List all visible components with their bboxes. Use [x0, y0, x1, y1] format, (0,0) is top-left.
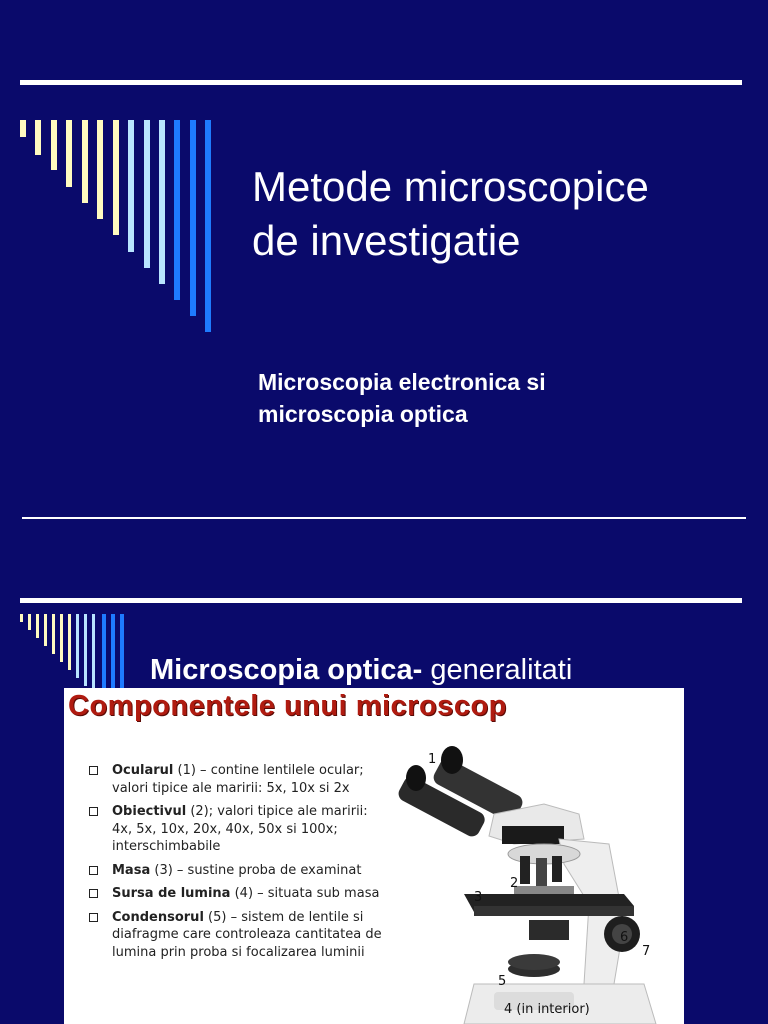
decor-bar: [76, 614, 79, 678]
decor-bar: [66, 120, 72, 187]
decor-bar: [68, 614, 71, 670]
component-name: Sursa de lumina: [112, 886, 231, 901]
list-item: [86, 885, 386, 903]
decor-bar: [36, 614, 39, 638]
label-2: 2: [510, 876, 519, 891]
slide-title: [252, 160, 649, 268]
slide-subtitle: [258, 366, 546, 430]
label-4: 4 (in interior): [504, 1002, 590, 1017]
list-item: [86, 862, 386, 880]
decor-bar: [35, 120, 41, 155]
decor-bar: [190, 120, 196, 316]
decor-bar: [205, 120, 211, 332]
slide-subtitle-line1: Microscopia electronica si: [258, 369, 546, 395]
label-1: 1: [428, 752, 437, 767]
decor-bar: [82, 120, 88, 203]
component-ref: (5) –: [203, 909, 242, 925]
list-item: [86, 762, 386, 797]
decor-bar: [28, 614, 31, 630]
component-desc: situata sub masa: [267, 886, 380, 901]
decor-bar: [44, 614, 47, 646]
decor-bar: [20, 120, 26, 137]
component-ref: (3) –: [150, 862, 188, 878]
component-name: Condensorul: [112, 909, 204, 925]
checkbox-bullet-icon: [89, 766, 98, 775]
slide-subtitle-line2: microscopia optica: [258, 401, 468, 427]
component-name: Obiectivul: [112, 804, 187, 819]
decor-bar: [60, 614, 63, 662]
slide2-top-divider-line: [20, 598, 742, 603]
checkbox-bullet-icon: [89, 807, 98, 816]
label-3: 3: [474, 890, 483, 905]
panel-heading: Componentele unui microscop: [68, 690, 507, 722]
component-name: Ocularul: [112, 763, 174, 778]
checkbox-bullet-icon: [89, 913, 98, 922]
decor-bar: [51, 120, 57, 170]
component-desc: sistem de lentile si diafragme care controleaza cantitatea de lumina prin proba si focalizarea luminii: [112, 909, 382, 960]
slide2-title: [150, 652, 572, 688]
decor-bar: [144, 120, 150, 268]
decor-bar: [102, 614, 106, 688]
slide2-title-bold: Microscopia optica-: [150, 654, 423, 686]
page-separator-line: [22, 517, 746, 519]
list-item: [86, 803, 386, 856]
microscope-illustration: [394, 744, 684, 1024]
decor-bar: [111, 614, 115, 688]
checkbox-bullet-icon: [89, 889, 98, 898]
component-desc: valori tipice ale maririi: 4x, 5x, 10x, 20x, 40x, 50x si 100x; interschimbabile: [112, 804, 368, 854]
decor-bar: [159, 120, 165, 284]
component-desc: sustine proba de examinat: [187, 862, 362, 878]
microscope-icon: [394, 744, 684, 1024]
decor-bar: [20, 614, 23, 622]
component-desc: contine lentilele ocular; valori tipice ale maririi: 5x, 10x si 2x: [112, 763, 364, 796]
slide2-title-rest: generalitati: [422, 654, 573, 686]
decor-bar: [113, 120, 119, 235]
component-ref: (4) –: [230, 886, 268, 901]
checkbox-bullet-icon: [89, 866, 98, 875]
decor-bar: [84, 614, 87, 686]
label-7: 7: [642, 944, 651, 959]
component-ref: (1) –: [173, 763, 211, 778]
decor-bar: [92, 614, 95, 688]
decor-bar: [174, 120, 180, 300]
list-item: [86, 909, 386, 962]
slide-title-line1: Metode microscopice: [252, 163, 649, 210]
decor-bar: [97, 120, 103, 219]
slide-title-line2: de investigatie: [252, 217, 521, 264]
label-6: 6: [620, 930, 629, 945]
components-list: [86, 762, 386, 967]
component-name: Masa: [112, 862, 151, 878]
decor-bar: [128, 120, 134, 252]
component-ref: (2);: [186, 804, 218, 819]
decor-bar: [52, 614, 55, 654]
decor-bar: [120, 614, 124, 688]
top-divider-line: [20, 80, 742, 85]
microscope-components-panel: [64, 688, 684, 1024]
label-5: 5: [498, 974, 507, 989]
